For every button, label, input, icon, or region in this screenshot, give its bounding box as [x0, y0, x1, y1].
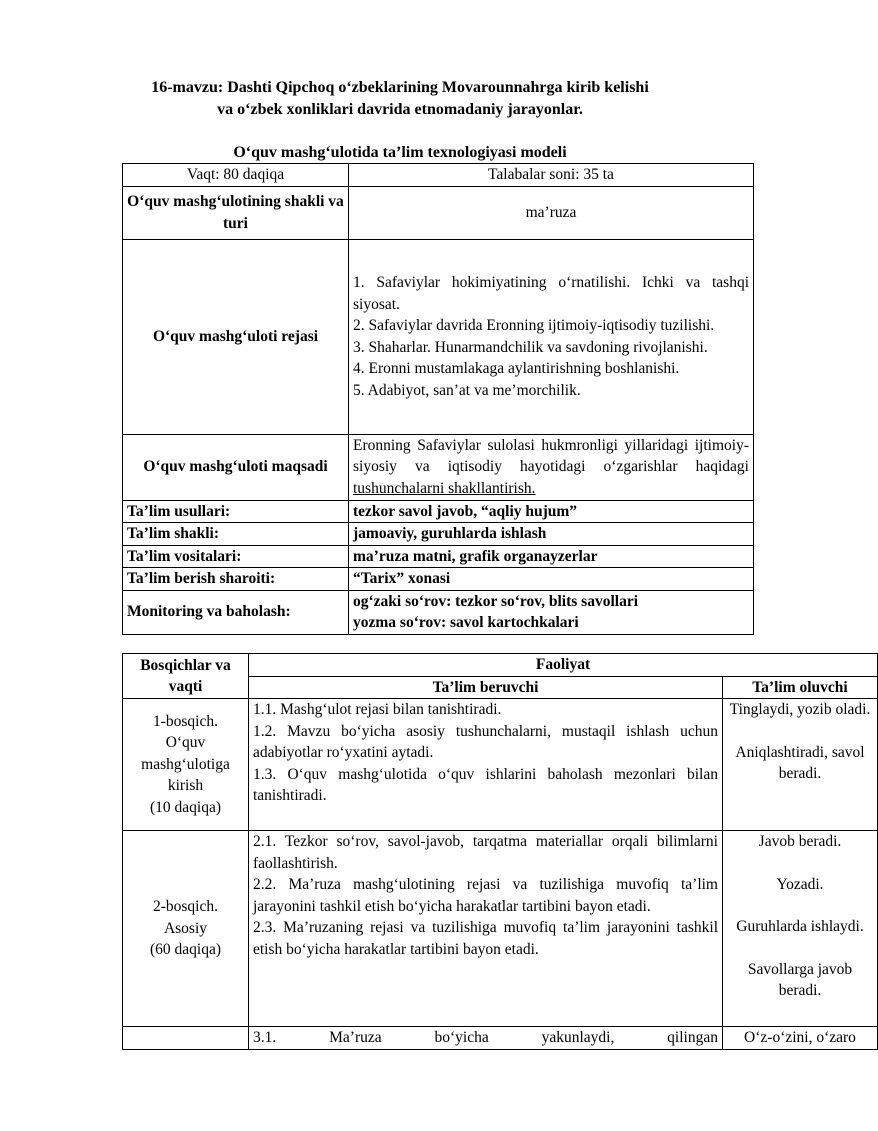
stage-1-teacher	[249, 699, 723, 831]
stage-1-title: O‘quv mashg‘ulotiga kirish	[141, 734, 230, 795]
student-item: Savollarga javob beradi.	[747, 960, 853, 999]
tools-label: Ta’lim vositalari:	[123, 545, 349, 568]
stage-1-student	[723, 699, 878, 831]
goal-label: O‘quv mashg‘uloti maqsadi	[123, 434, 349, 500]
methods-value: tezkor savol javob, “aqliy hujum”	[349, 500, 754, 523]
stage-3-cell	[123, 1027, 249, 1050]
teacher-item: 1.3. O‘quv mashg‘ulotida o‘quv ishlarini baholash mezonlari bilan tanishtiradi.	[253, 765, 718, 804]
form-value: ma’ruza	[349, 186, 754, 239]
tools-value: ma’ruza matni, grafik organayzerlar	[349, 545, 754, 568]
stage-3-student: O‘z-o‘zini, o‘zaro	[723, 1027, 878, 1050]
plan-item: 3. Shaharlar. Hunarmandchilik va savdoning rivojlanishi.	[353, 338, 708, 356]
student-item: Guruhlarda ishlaydi.	[736, 918, 864, 935]
goal-text	[349, 434, 754, 500]
plan-item: 5. Adabiyot, san’at va me’morchilik.	[353, 381, 581, 399]
monitoring-line: og‘zaki so‘rov: tezkor so‘rov, blits savollari	[353, 592, 639, 610]
methods-label: Ta’lim usullari:	[123, 500, 349, 523]
form-label: O‘quv mashg‘ulotining shakli va turi	[123, 186, 349, 239]
col-stage-header: Bosqichlar va vaqti	[123, 654, 249, 699]
stage-3-teacher: 3.1. Ma’ruza bo‘yicha yakunlaydi, qilingan	[249, 1027, 723, 1050]
student-item: Aniqlashtiradi, savol beradi.	[735, 743, 865, 782]
col-activity-header: Faoliyat	[249, 654, 878, 677]
spacer	[727, 938, 873, 959]
plan-item: 4. Eronni mustamlakaga aylantirishning boshlanishi.	[353, 360, 680, 377]
student-item: Yozadi.	[776, 875, 824, 893]
plan-item: 1. Safaviylar hokimiyatining o‘rnatilishi. Ichki va tashqi siyosat.	[353, 274, 749, 313]
goal-text-underlined: tushunchalarni shakllantirish.	[353, 479, 536, 497]
teacher-item: 1.2. Mavzu bo‘yicha asosiy tushunchalarni, mustaqil ishlash uchun adabiyotlar ro‘yxatini aytadi.	[253, 722, 718, 761]
spacer	[727, 895, 873, 916]
page-title	[0, 77, 800, 121]
col-student-header: Ta’lim oluvchi	[723, 676, 878, 699]
stage-2-student	[723, 831, 878, 1027]
monitoring-label: Monitoring va baholash:	[123, 590, 349, 634]
stage-2-cell	[123, 831, 249, 1027]
stage-1-name: 1-bosqich.	[152, 712, 218, 730]
stage-1-time: (10 daqiqa)	[149, 798, 221, 816]
conditions-value: “Tarix” xonasi	[349, 568, 754, 591]
model-table	[122, 163, 754, 635]
plan-label: O‘quv mashg‘uloti rejasi	[123, 239, 349, 434]
monitoring-value	[349, 590, 754, 634]
page-title-line-2: va o‘zbek xonliklari davrida etnomadaniy jarayonlar.	[217, 101, 583, 118]
monitoring-line: yozma so‘rov: savol kartochkalari	[353, 614, 579, 631]
spacer	[727, 721, 873, 742]
conditions-label: Ta’lim berish sharoiti:	[123, 568, 349, 591]
form-type-value: jamoaviy, guruhlarda ishlash	[349, 523, 754, 546]
goal-text-main: Eronning Safaviylar sulolasi hukmronligi yillaridagi ijtimoiy-siyosiy va iqtisodiy hayotidagi o‘zgarishlar haqidagi	[353, 436, 749, 476]
plan-item: 2. Safaviylar davrida Eronning ijtimoiy-iqtisodiy tuzilishi.	[353, 317, 715, 334]
stage-2-name: 2-bosqich.	[152, 898, 218, 916]
students-cell: Talabalar soni: 35 ta	[349, 164, 754, 187]
model-table-heading: O‘quv mashg‘ulotida ta’lim texnologiyasi modeli	[233, 144, 567, 161]
stage-2-title: Asosiy	[163, 919, 208, 937]
spacer	[727, 853, 873, 874]
stage-2-time: (60 daqiqa)	[149, 941, 221, 959]
page-title-line-1: 16-mavzu: Dashti Qipchoq o‘zbeklarining Movarounnahrga kirib kelishi	[151, 79, 649, 96]
student-item: Tinglaydi, yozib oladi.	[729, 701, 871, 718]
teacher-item: 2.1. Tezkor so‘rov, savol-javob, tarqatma materiallar orqali bilimlarni faollashtirish.	[253, 833, 718, 872]
teacher-item: 2.2. Ma’ruza mashg‘ulotining rejasi va tuzilishiga muvofiq ta’lim jarayonini tashkil etish bo‘yicha harakatlar tartibini bayon etadi.	[253, 876, 718, 915]
form-type-label: Ta’lim shakli:	[123, 523, 349, 546]
time-cell: Vaqt: 80 daqiqa	[123, 164, 349, 187]
stage-1-cell	[123, 699, 249, 831]
stage-2-teacher	[249, 831, 723, 1027]
plan-list	[349, 239, 754, 434]
student-item: Javob beradi.	[758, 833, 842, 850]
col-teacher-header: Ta’lim beruvchi	[249, 676, 723, 699]
stages-table	[122, 653, 878, 1050]
teacher-item: 1.1. Mashg‘ulot rejasi bilan tanishtiradi.	[253, 701, 502, 718]
teacher-item: 2.3. Ma’ruzaning rejasi va tuzilishiga muvofiq ta’lim jarayonini tashkil etish bo‘yicha harakatlar tartibini bayon etadi.	[253, 919, 718, 958]
